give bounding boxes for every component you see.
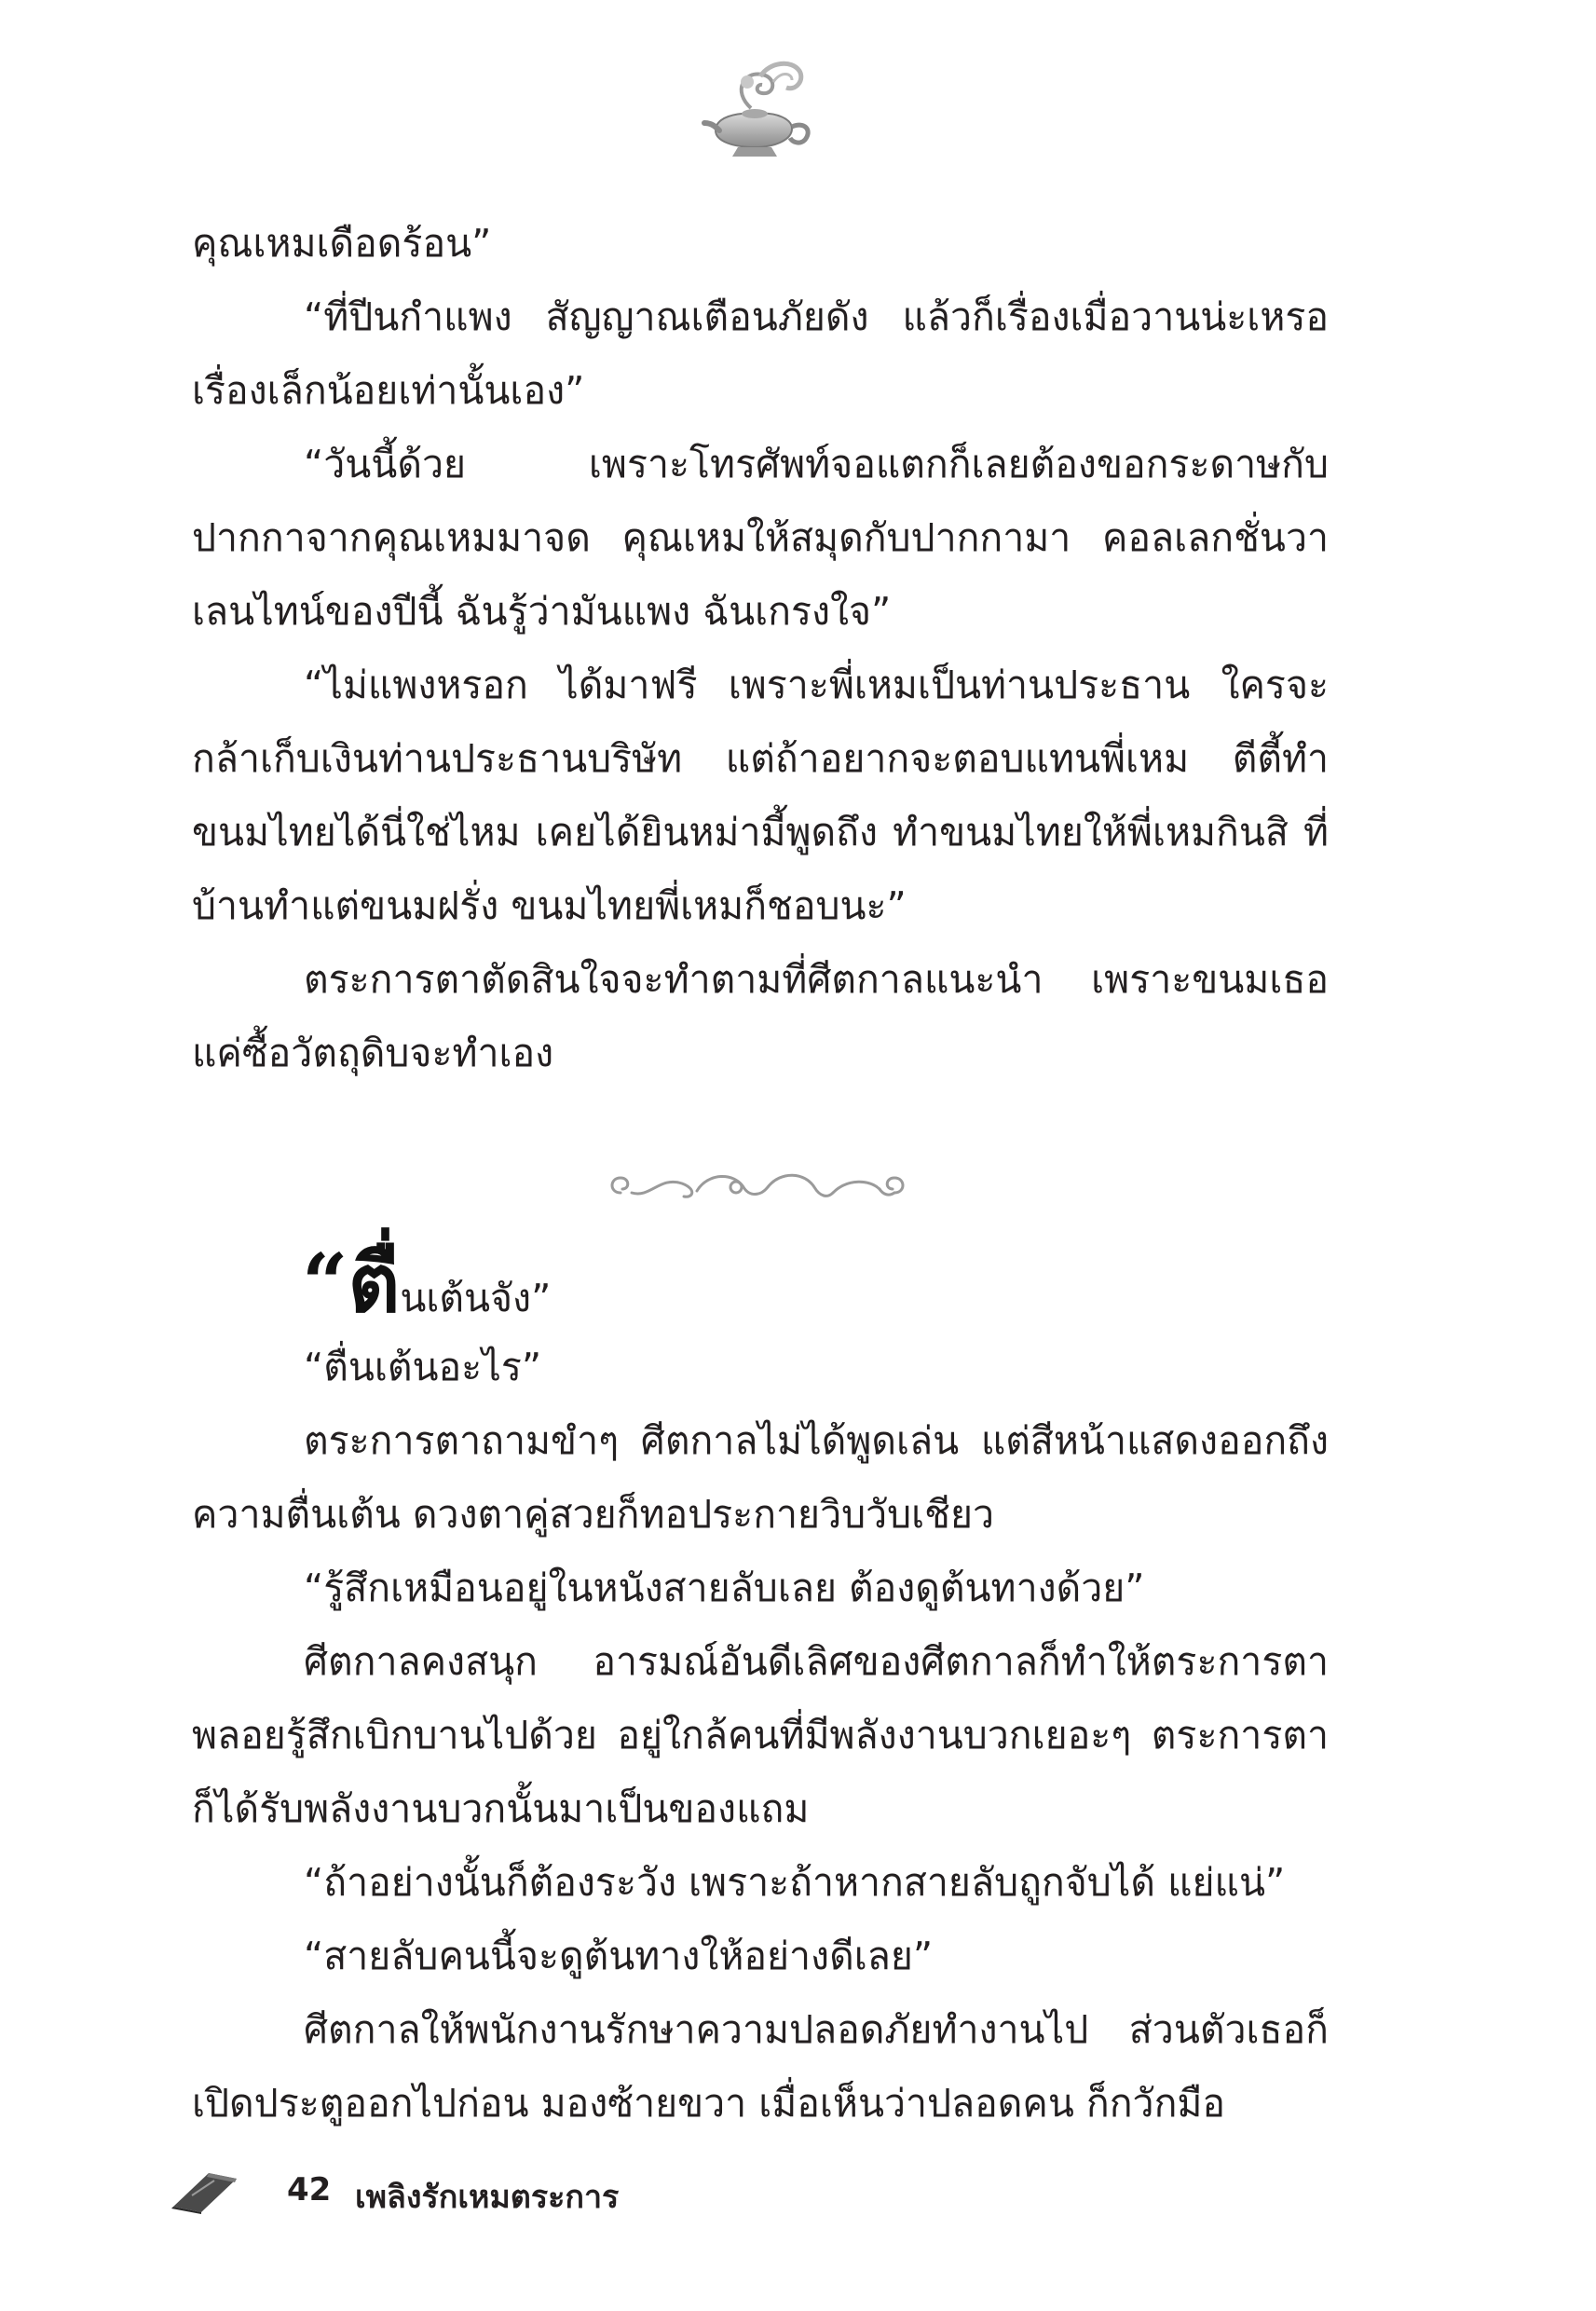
body-paragraph: “สายลับคนนี้จะดูต้นทางให้อย่างดีเลย”: [304, 1934, 934, 1978]
body-text: [192, 207, 1329, 1090]
scroll-divider-icon: [604, 1165, 911, 1208]
drop-cap: “ตื่: [302, 1237, 401, 1331]
body-paragraph: “ไม่แพงหรอก ได้มาฟรี เพราะพี่เหมเป็นท่านประธาน ใครจะกล้าเก็บเงินท่านประธานบริษัท แต่ถ้าอยากจะตอบแทนพี่เหม ตีตี้ทำขนมไทยได้นี่ใช่ไหม เคยได้ยินหม่ามี้พูดถึง ทำขนมไทยให้พี่เหมกินสิ ที่บ้านทำแต่ขนมฝรั่ง ขนมไทยพี่เหมก็ชอบนะ”: [192, 663, 1329, 928]
book-title: เพลิงรักเหมตระการ: [355, 2179, 620, 2216]
body-paragraph: “วันนี้ด้วย เพราะโทรศัพท์จอแตกก็เลยต้องขอกระดาษกับปากกาจากคุณเหมมาจด คุณเหมให้สมุดกับปากกามา คอลเลกชั่นวาเลนไทน์ของปีนี้ ฉันรู้ว่ามันแพง ฉันเกรงใจ”: [192, 442, 1329, 634]
body-paragraph: “ที่ปีนกำแพง สัญญาณเตือนภัยดัง แล้วก็เรื่องเมื่อวานน่ะเหรอ เรื่องเล็กน้อยเท่านั้นเอง”: [192, 294, 1329, 413]
opening-line-rest: นเต้นจัง”: [400, 1276, 552, 1320]
chapter-text: [192, 1238, 1329, 2140]
magic-lamp-icon: [695, 54, 818, 164]
chapter-opening-line: [192, 1238, 1329, 1331]
page-footer: [166, 2169, 818, 2216]
body-paragraph: “รู้สึกเหมือนอยู่ในหนังสายลับเลย ต้องดูต้นทางด้วย”: [304, 1566, 1145, 1610]
body-paragraph: ศีตกาลให้พนักงานรักษาความปลอดภัยทำงานไป ส่วนตัวเธอก็เปิดประตูออกไปก่อน มองซ้ายขวา เมื่อเห็นว่าปลอดคน ก็กวักมือ: [192, 2007, 1329, 2126]
book-icon: [166, 2169, 240, 2214]
body-paragraph: คุณเหมเดือดร้อน”: [192, 221, 492, 266]
page-number: 42: [287, 2171, 332, 2208]
body-paragraph: “ถ้าอย่างนั้นก็ต้องระวัง เพราะถ้าหากสายลับถูกจับได้ แย่แน่”: [304, 1860, 1286, 1905]
body-paragraph: ศีตกาลคงสนุก อารมณ์อันดีเลิศของศีตกาลก็ทำให้ตระการตาพลอยรู้สึกเบิกบานไปด้วย อยู่ใกล้คนที่มีพลังงานบวกเยอะๆ ตระการตาก็ได้รับพลังงานบวกนั้นมาเป็นของแถม: [192, 1639, 1329, 1831]
body-paragraph: ตระการตาถามขำๆ ศีตกาลไม่ได้พูดเล่น แต่สีหน้าแสดงออกถึงความตื่นเต้น ดวงตาคู่สวยก็ทอประกายวิบวับเชียว: [192, 1418, 1329, 1537]
body-paragraph: ตระการตาตัดสินใจจะทำตามที่ศีตกาลแนะนำ เพราะขนมเธอแค่ซื้อวัตถุดิบจะทำเอง: [192, 957, 1329, 1075]
body-paragraph: “ตื่นเต้นอะไร”: [304, 1345, 542, 1389]
